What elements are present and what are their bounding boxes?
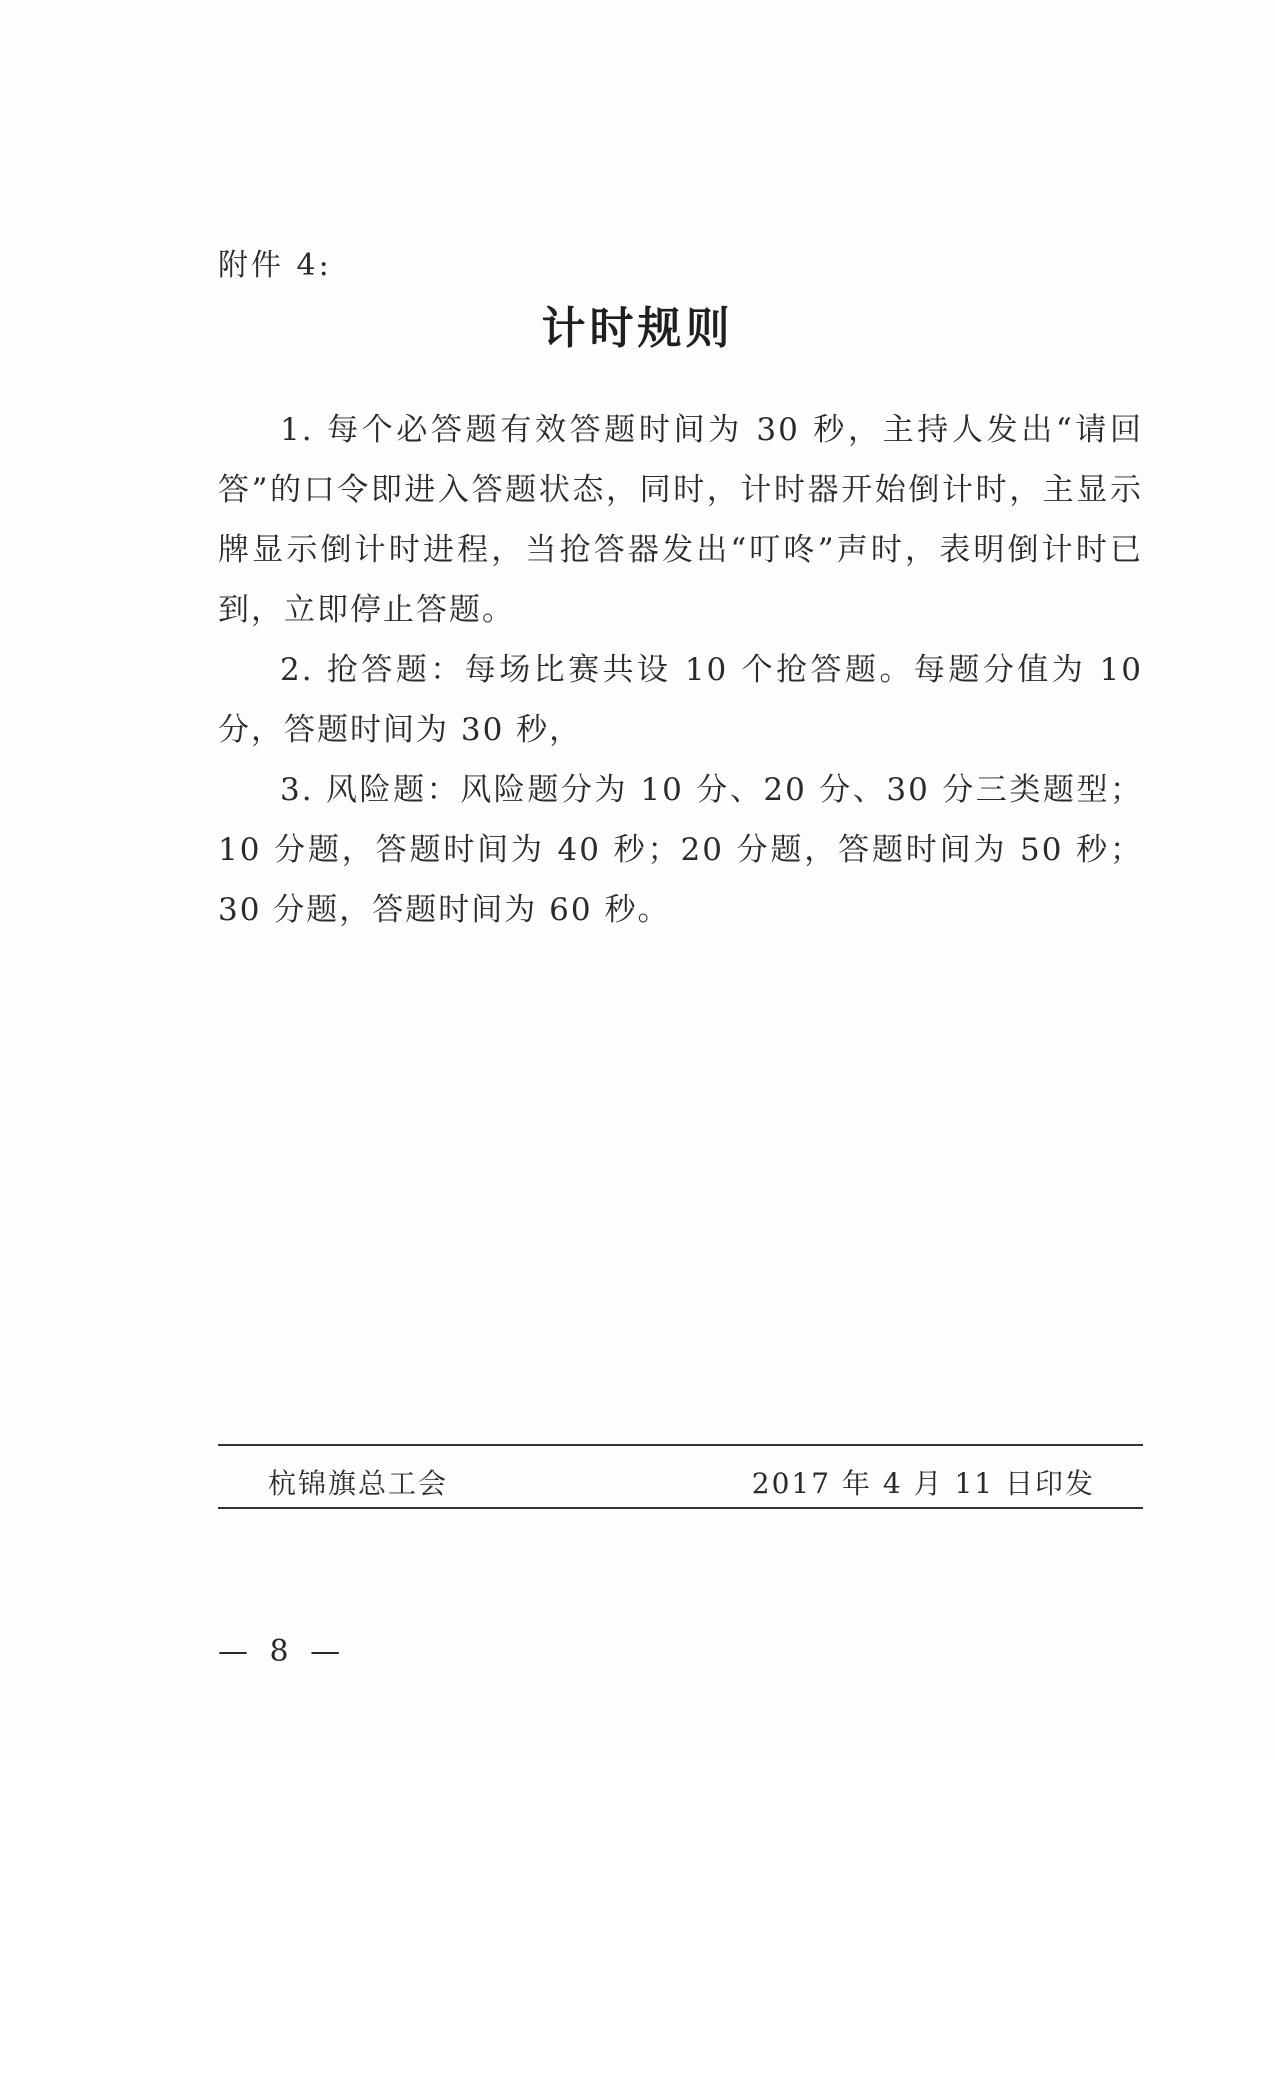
attachment-label: 附件 4:	[218, 248, 332, 283]
paragraph-2: 2. 抢答题：每场比赛共设 10 个抢答题。每题分值为 10 分，答题时间为 30 秒，	[218, 652, 1143, 748]
issue-date: 2017 年 4 月 11 日印发	[751, 1467, 1095, 1500]
footer-rule-bottom	[218, 1507, 1143, 1509]
issuer: 杭锦旗总工会	[268, 1467, 449, 1500]
paragraph-1: 1. 每个必答题有效答题时间为 30 秒，主持人发出“请回答”的口令即进入答题状态，同时，计时器开始倒计时，主显示牌显示倒计时进程，当抢答器发出“叮咚”声时，表明倒计时已到，立即停止答题。	[218, 412, 1143, 628]
document-title: 计时规则	[541, 303, 734, 354]
footer-rule-top	[218, 1444, 1143, 1446]
page-number: — 8 —	[218, 1634, 347, 1669]
body-text	[218, 400, 1143, 940]
paragraph-3: 3. 风险题：风险题分为 10 分、20 分、30 分三类题型；10 分题，答题时间为 40 秒；20 分题，答题时间为 50 秒；30 分题，答题时间为 60 秒。	[218, 772, 1143, 928]
